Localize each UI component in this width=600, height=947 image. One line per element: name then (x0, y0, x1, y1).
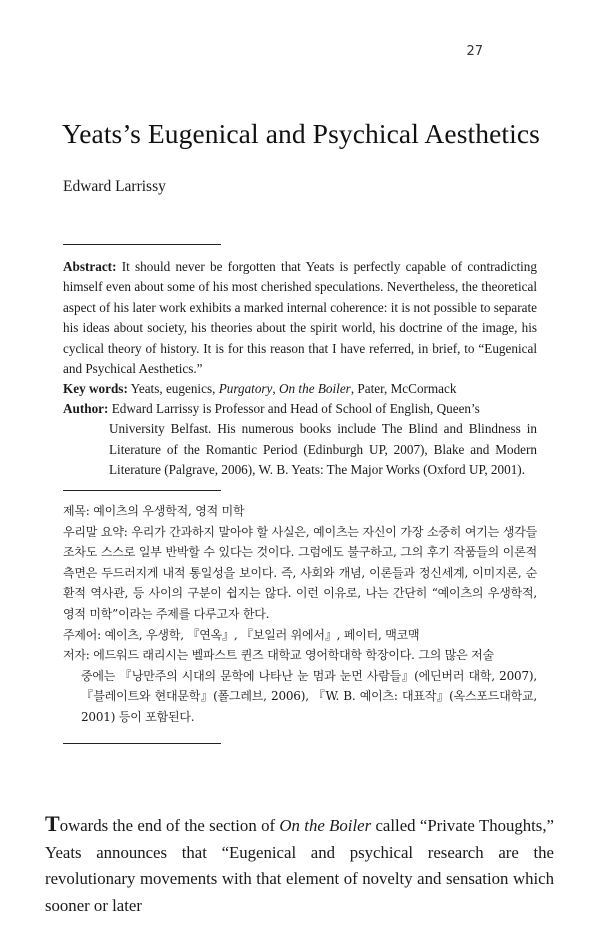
body-italic-title: On the Boiler (279, 816, 372, 835)
author-bio-first: Edward Larrissy is Professor and Head of School of English, Queen’s (108, 401, 480, 416)
drop-cap: T (45, 811, 60, 836)
korean-keywords: 주제어: 예이츠, 우생학, 『연옥』, 『보일러 위에서』, 페이터, 맥코맥 (63, 627, 420, 642)
keywords-label: Key words: (63, 381, 128, 396)
korean-abstract (63, 501, 537, 728)
author-bio-rest: University Belfast. His numerous books include The Blind and Blindness in Literature of the Romantic Period (Edinburgh UP, 2007), Blake and Modern Literature (Palgrave, 2006), W. B. Yeats: The Major Works (Oxford UP, 2001). (109, 421, 537, 478)
korean-author-rest: 중에는 『낭만주의 시대의 문학에 나타난 눈 멈과 눈먼 사람들』(에딘버러 대학, 2007), 『블레이트와 현대문학』(폴그레브, 2006), 『W. B. 예이츠: 대표작』(옥스포드대학교, 2001) 등이 포함된다. (81, 668, 537, 724)
korean-summary: 우리말 요약: 우리가 간과하지 말아야 할 사실은, 예이츠는 자신이 가장 소중히 여기는 생각들조차도 스스로 일부 반박할 수 있다는 것이다. 그럼에도 불구하고, 그의 후기 작품들의 이론적 측면은 두드러지게 내적 통일성을 보이다. 즉, 사회와 개념, 이론들과 정신세계, 이미지론, 순환적 역사관, 등 사이의 구분이 쉽지는 않다. 이런 이유로, 나는 간단히 “예이츠의 우생학적, 영적 미학”이라는 주제를 다루고자 한다. (63, 524, 537, 621)
keyword-purgatory: Purgatory (218, 381, 273, 396)
body-paragraph (45, 811, 554, 919)
keywords-text: Yeats, eugenics, (127, 381, 219, 396)
author-bio (63, 399, 537, 481)
abstract-paragraph (63, 257, 537, 379)
divider-rule-top (63, 244, 221, 245)
divider-rule-bottom (63, 743, 221, 744)
abstract-label: Abstract: (63, 259, 117, 274)
divider-rule-middle (63, 490, 221, 491)
keywords-sep: , (272, 381, 280, 396)
body-text-rest: called “Private Thoughts,” Yeats announces that “Eugenical and psychical research are the revolutionary movements with that element of novelty and sensation which sooner or later (45, 816, 554, 915)
korean-title-line: 제목: 예이츠의 우생학적, 영적 미학 (63, 504, 245, 518)
keyword-on-the-boiler: On the Boiler (279, 381, 351, 396)
keywords-text-end: , Pater, McCormack (350, 381, 457, 396)
abstract-text: It should never be forgotten that Yeats is perfectly capable of contradicting himself even about some of his most cherished speculations. Nevertheless, the theoretical aspect of his later work exhibits a marked internal coherence: it is not possible to separate his ideas about society, his theories about the spirit world, his doctrine of the image, his cyclical theory of history. It is for this reason that I have referred, in brief, to “Eugenical and Psychical Aesthetics.” (63, 259, 537, 377)
article-author: Edward Larrissy (63, 178, 166, 195)
author-bio-label: Author: (63, 401, 109, 416)
korean-author-first: 저자: 에드워드 래리시는 벨파스트 퀸즈 대학교 영어학대학 학장이다. 그의 많은 저술 (63, 648, 494, 663)
article-title: Yeats’s Eugenical and Psychical Aesthetics (62, 118, 540, 149)
body-text-start: owards the end of the section of (59, 816, 280, 835)
keywords-line (63, 379, 537, 399)
page-number: 27 (466, 44, 483, 59)
